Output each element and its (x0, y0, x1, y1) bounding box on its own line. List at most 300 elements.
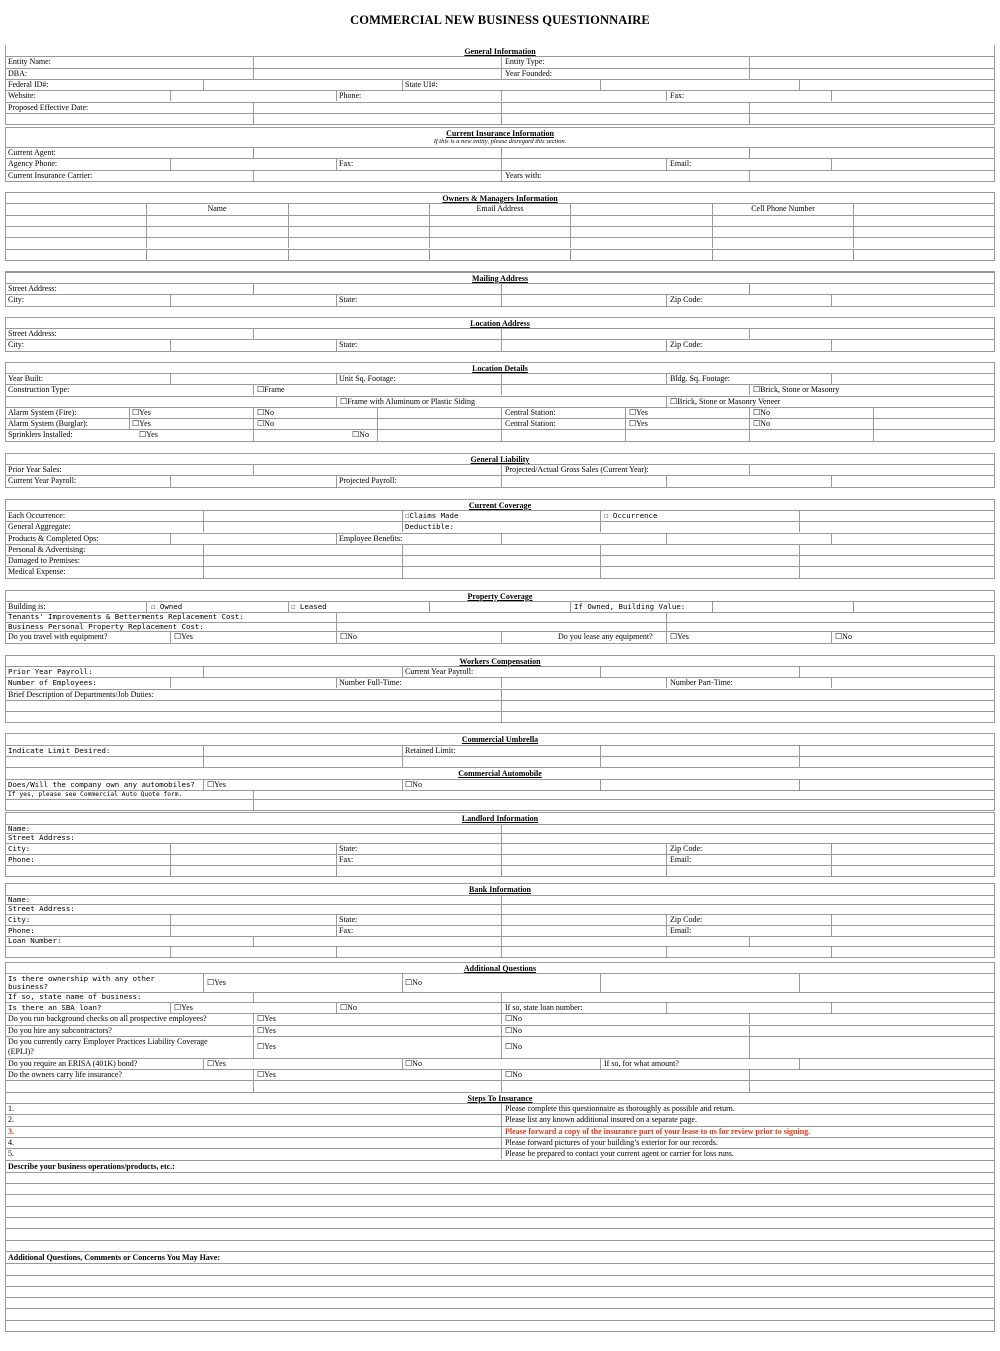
grid-line (501, 854, 502, 865)
owner-email-input[interactable] (430, 238, 569, 247)
grid-line (666, 843, 667, 854)
checkbox-option[interactable] (132, 418, 151, 429)
grid-line (501, 1114, 502, 1125)
field-label: Do you hire any subcontractors? (8, 1025, 112, 1035)
grid-line (501, 102, 502, 113)
field-label: If Owned, Building Value: (574, 602, 686, 611)
field-label: City: (8, 295, 25, 305)
year-founded-input[interactable] (750, 69, 994, 78)
checkbox-option[interactable] (291, 601, 327, 612)
zip-input[interactable] (832, 340, 994, 349)
grid-line (799, 779, 800, 790)
checkbox-icon[interactable]: ☐ (670, 632, 678, 642)
grid-line (501, 1013, 502, 1024)
field-label: State UI#: (405, 79, 438, 89)
owner-email-input[interactable] (430, 250, 569, 259)
grid-line (5, 810, 995, 811)
grid-line (994, 733, 995, 767)
grid-line (831, 843, 832, 854)
describe-line-input[interactable] (6, 1241, 994, 1250)
grid-line (501, 689, 502, 700)
checkbox-icon[interactable]: ☐ (174, 1002, 182, 1012)
checkbox-icon[interactable]: ☐ (132, 419, 140, 429)
grid-line (5, 373, 995, 374)
field-label: Phone: (339, 91, 362, 101)
grid-line (288, 249, 289, 260)
checkbox-option[interactable] (257, 1041, 276, 1052)
years-with-input[interactable] (750, 171, 994, 180)
owner-phone-input[interactable] (713, 238, 852, 247)
checkbox-icon[interactable]: ☐ (257, 385, 265, 395)
grid-line (5, 799, 995, 800)
describe-line-input[interactable] (6, 1207, 994, 1216)
owner-email-input[interactable] (430, 216, 569, 225)
grid-line (749, 407, 750, 418)
checkbox-option[interactable] (207, 779, 226, 790)
owner-email-input[interactable] (430, 227, 569, 236)
checkbox-option[interactable] (753, 407, 770, 418)
checkbox-option[interactable] (340, 1002, 357, 1013)
checkbox-icon[interactable]: ☐ (505, 1041, 513, 1051)
grid-line (600, 510, 601, 521)
checkbox-icon[interactable]: ☐ (405, 1058, 413, 1068)
street-input[interactable] (254, 329, 500, 338)
comments-line-input[interactable] (6, 1264, 994, 1273)
grid-line (5, 384, 995, 385)
owner-name-input[interactable] (6, 238, 145, 247)
entity-name-input[interactable] (254, 57, 500, 66)
grid-line (5, 1103, 995, 1104)
column-header-cell-phone: Cell Phone Number (751, 204, 815, 214)
grid-line (5, 521, 995, 522)
grid-line (666, 925, 667, 936)
grid-line (5, 272, 6, 306)
grid-line (5, 1092, 6, 1331)
checkbox-option[interactable] (405, 779, 422, 790)
field-label: Fax: (670, 91, 685, 101)
checkbox-icon[interactable]: ☐ (604, 510, 609, 520)
grid-line (5, 147, 995, 148)
grid-line (501, 677, 502, 688)
checkbox-option[interactable] (257, 1013, 276, 1024)
grid-line (799, 79, 800, 90)
grid-line (288, 226, 289, 237)
checkbox-icon[interactable]: ☐ (257, 419, 265, 429)
grid-line (5, 328, 995, 329)
field-label: Email: (670, 926, 692, 935)
checkbox-option[interactable] (139, 429, 158, 440)
grid-line (288, 215, 289, 226)
checkbox-option[interactable] (132, 407, 151, 418)
grid-line (203, 555, 204, 566)
checkbox-option[interactable] (257, 1069, 276, 1080)
grid-line (625, 407, 626, 418)
grid-line (253, 936, 254, 946)
describe-line-input[interactable] (6, 1195, 994, 1204)
grid-line (5, 883, 6, 957)
grid-line (402, 973, 403, 992)
grid-line (253, 429, 254, 440)
field-label: Construction Type: (8, 385, 70, 395)
checkbox-icon[interactable]: ☐ (257, 1041, 265, 1051)
describe-line-input[interactable] (6, 1184, 994, 1193)
checkbox-icon[interactable]: ☐ (505, 1014, 513, 1024)
checkbox-label: Claims Made (409, 510, 459, 520)
agency-fax-input[interactable] (502, 159, 665, 168)
checkbox-option[interactable] (505, 1069, 522, 1080)
state-input[interactable] (502, 340, 665, 349)
grid-line (203, 779, 204, 790)
field-label: Unit Sq. Footage: (339, 373, 396, 383)
checkbox-icon[interactable]: ☐ (629, 419, 637, 429)
checkbox-option[interactable] (670, 396, 780, 407)
grid-line (666, 854, 667, 865)
grid-line (5, 510, 995, 511)
grid-line (625, 418, 626, 429)
section-heading: Owners & Managers Information (442, 194, 558, 203)
checkbox-icon[interactable]: ☐ (670, 396, 678, 406)
agency-email-input[interactable] (832, 159, 994, 168)
grid-line (5, 833, 995, 834)
grid-line (170, 843, 171, 854)
section-heading: Landlord Information (461, 814, 539, 824)
describe-line-input[interactable] (6, 1229, 994, 1238)
comments-line-input[interactable] (6, 1298, 994, 1307)
checkbox-icon[interactable]: ☐ (207, 1058, 215, 1068)
checkbox-option[interactable] (174, 1002, 193, 1013)
grid-line (336, 339, 337, 350)
grid-line (501, 475, 502, 486)
entity-type-input[interactable] (750, 57, 994, 66)
grid-line (402, 1058, 403, 1069)
owner-name-input[interactable] (6, 227, 145, 236)
city-input[interactable] (171, 295, 335, 304)
field-label: Zip Code: (670, 914, 703, 924)
street-input[interactable] (254, 284, 500, 293)
owner-phone-input[interactable] (713, 250, 852, 259)
carrier-input[interactable] (254, 171, 500, 180)
grid-line (5, 181, 995, 182)
checkbox-icon[interactable]: ☐ (139, 430, 147, 440)
checkbox-icon[interactable]: ☐ (753, 385, 761, 395)
checkbox-icon[interactable]: ☐ (291, 602, 296, 611)
grid-line (146, 215, 147, 226)
grid-line (5, 925, 995, 926)
current-agent-input[interactable] (502, 148, 748, 157)
checkbox-label: Yes (264, 1025, 276, 1035)
grid-line (5, 756, 995, 757)
grid-line (336, 854, 337, 865)
grid-line (749, 418, 750, 429)
field-label: Agency Phone: (8, 159, 58, 169)
checkbox-option[interactable] (174, 631, 193, 642)
state-input[interactable] (502, 295, 665, 304)
grid-line (749, 102, 750, 113)
checkbox-option[interactable] (505, 1013, 522, 1024)
grid-line (5, 499, 6, 578)
checkbox-icon[interactable]: ☐ (505, 1025, 513, 1035)
checkbox-option[interactable] (604, 510, 657, 521)
checkbox-option[interactable] (405, 510, 458, 521)
phone-input[interactable] (502, 91, 665, 100)
grid-line (5, 555, 995, 556)
checkbox-icon[interactable]: ☐ (505, 1070, 513, 1080)
grid-line (5, 700, 995, 701)
grid-line (749, 464, 750, 475)
checkbox-label: Brick, Stone or Masonry (760, 385, 840, 395)
checkbox-option[interactable] (340, 631, 357, 642)
grid-line (501, 170, 502, 181)
grid-line (336, 914, 337, 925)
field-label: Projected/Actual Gross Sales (Current Year): (505, 465, 649, 474)
field-label: business? (8, 982, 49, 992)
grid-line (5, 453, 6, 487)
owner-phone-input[interactable] (713, 216, 852, 225)
grid-line (5, 936, 995, 937)
section-heading: General Liability (470, 454, 530, 464)
grid-line (994, 655, 995, 723)
checkbox-label: No (347, 632, 357, 642)
grid-line (501, 824, 502, 834)
grid-line (994, 767, 995, 810)
grid-line (377, 429, 378, 440)
comments-line-input[interactable] (6, 1276, 994, 1285)
grid-line (994, 812, 995, 876)
grid-line (336, 533, 337, 544)
grid-line (5, 441, 995, 442)
grid-line (666, 914, 667, 925)
section-heading: Workers Compensation (459, 656, 541, 666)
grid-line (5, 643, 995, 644)
checkbox-icon[interactable]: ☐ (753, 407, 761, 417)
step-text: Please forward a copy of the insurance part of your lease to us for review prior to signing. (505, 1126, 811, 1136)
dba-input[interactable] (254, 69, 500, 78)
grid-line (501, 1069, 502, 1080)
grid-line (666, 339, 667, 350)
describe-line-input[interactable] (6, 1173, 994, 1182)
owner-name-input[interactable] (6, 250, 145, 259)
field-label: If so, state name of business: (8, 992, 142, 1002)
checkbox-icon[interactable]: ☐ (207, 779, 215, 789)
grid-line (5, 464, 995, 465)
owner-name-input[interactable] (6, 216, 145, 225)
grid-line (5, 1058, 995, 1059)
grid-line (873, 429, 874, 440)
comments-line-input[interactable] (6, 1309, 994, 1318)
field-label: Fax: (339, 159, 354, 169)
checkbox-label: No (264, 407, 274, 417)
fax-input[interactable] (832, 91, 994, 100)
checkbox-option[interactable] (405, 1058, 422, 1069)
field-label: DBA: (8, 68, 28, 78)
checkbox-option[interactable] (835, 631, 852, 642)
grid-line (5, 711, 995, 712)
grid-line (501, 429, 502, 440)
owner-phone-input[interactable] (713, 227, 852, 236)
field-label: Do you require an ERISA (401K) bond? (8, 1058, 138, 1068)
grid-line (5, 113, 995, 114)
grid-line (666, 677, 667, 688)
grid-line (203, 745, 204, 756)
zip-input[interactable] (832, 295, 994, 304)
checkbox-option[interactable] (257, 418, 274, 429)
grid-line (831, 677, 832, 688)
grid-line (5, 351, 995, 352)
grid-line (5, 1114, 995, 1115)
grid-line (570, 226, 571, 237)
checkbox-icon[interactable]: ☐ (405, 978, 413, 988)
grid-line (501, 1080, 502, 1091)
field-label: Zip Code: (670, 295, 703, 305)
grid-line (994, 962, 995, 1092)
grid-line (501, 1002, 502, 1013)
grid-line (170, 373, 171, 384)
section-heading: General Information (464, 47, 536, 56)
grid-line (336, 865, 337, 876)
grid-line (253, 1036, 254, 1058)
grid-line (203, 1058, 204, 1069)
grid-line (749, 429, 750, 440)
grid-line (501, 865, 502, 876)
comments-label: Additional Questions, Comments or Concerns You May Have: (8, 1252, 221, 1262)
grid-line (600, 555, 601, 566)
grid-line (402, 555, 403, 566)
checkbox-icon[interactable]: ☐ (174, 632, 182, 642)
grid-line (170, 475, 171, 486)
checkbox-icon[interactable]: ☐ (340, 1002, 348, 1012)
checkbox-option[interactable] (505, 1041, 522, 1052)
grid-line (5, 865, 995, 866)
checkbox-option[interactable] (257, 384, 285, 395)
grid-line (831, 865, 832, 876)
checkbox-option[interactable] (753, 418, 770, 429)
checkbox-icon[interactable]: ☐ (835, 632, 843, 642)
grid-line (570, 249, 571, 260)
field-label: Alarm System (Fire): (8, 407, 77, 417)
grid-line (5, 957, 995, 958)
checkbox-icon[interactable]: ☐ (405, 779, 413, 789)
checkbox-option[interactable] (207, 1058, 226, 1069)
grid-line (570, 237, 571, 248)
grid-line (600, 973, 601, 992)
grid-line (501, 700, 502, 711)
checkbox-icon[interactable]: ☐ (340, 632, 348, 642)
federal-id-input[interactable] (204, 80, 401, 89)
grid-line (5, 733, 6, 767)
checkbox-icon[interactable]: ☐ (257, 1025, 265, 1035)
grid-line (600, 566, 601, 577)
grid-line (501, 631, 502, 642)
field-label: Entity Type: (505, 57, 545, 67)
checkbox-option[interactable] (405, 977, 422, 988)
grid-line (625, 429, 626, 440)
checkbox-icon[interactable]: ☐ (340, 396, 348, 406)
section-heading: Property Coverage (467, 591, 533, 601)
field-label: If yes, please see Commercial Auto Quote form. (8, 790, 183, 798)
checkbox-icon[interactable]: ☐ (753, 419, 761, 429)
website-input[interactable] (171, 91, 335, 100)
field-label: If so, state loan number: (505, 1002, 583, 1012)
checkbox-icon[interactable]: ☐ (257, 1014, 265, 1024)
field-label: Do you currently carry Employer Practices Liability Coverage (8, 1036, 208, 1046)
field-label: Fax: (339, 926, 354, 935)
checkbox-option[interactable] (753, 384, 839, 395)
grid-line (994, 453, 995, 487)
agency-phone-input[interactable] (171, 159, 335, 168)
state-ui-input[interactable] (601, 80, 798, 89)
checkbox-label: Yes (677, 632, 689, 642)
checkbox-option[interactable] (505, 1025, 522, 1036)
grid-line (799, 973, 800, 992)
checkbox-icon[interactable]: ☐ (629, 407, 637, 417)
field-label: Personal & Advertising: (8, 544, 86, 554)
checkbox-option[interactable] (340, 396, 475, 407)
checkbox-label: No (512, 1070, 522, 1080)
grid-line (336, 396, 337, 407)
questionnaire-form (5, 45, 995, 1331)
field-label: Name: (8, 823, 31, 833)
checkbox-icon[interactable]: ☐ (151, 602, 156, 611)
checkbox-icon[interactable]: ☐ (207, 978, 215, 988)
checkbox-label: No (359, 430, 369, 440)
describe-line-input[interactable] (6, 1218, 994, 1227)
checkbox-option[interactable] (207, 977, 226, 988)
field-label: Products & Completed Ops: (8, 533, 99, 543)
checkbox-icon[interactable]: ☐ (352, 430, 360, 440)
grid-line (831, 475, 832, 486)
grid-line (853, 226, 854, 237)
checkbox-icon[interactable]: ☐ (257, 1070, 265, 1080)
checkbox-option[interactable] (629, 407, 648, 418)
grid-line (336, 612, 337, 622)
grid-line (288, 601, 289, 612)
grid-line (799, 666, 800, 677)
comments-line-input[interactable] (6, 1287, 994, 1296)
grid-line (253, 384, 254, 395)
field-label: Do you run background checks on all prospective employees? (8, 1014, 207, 1024)
checkbox-icon[interactable]: ☐ (405, 510, 410, 520)
grid-line (146, 226, 147, 237)
grid-line (5, 992, 995, 993)
grid-line (501, 1025, 502, 1036)
comments-line-input[interactable] (6, 1321, 994, 1330)
section-heading: Bank Information (468, 885, 531, 895)
grid-line (831, 925, 832, 936)
checkbox-option[interactable] (670, 631, 689, 642)
field-label: Employee Benefits: (339, 533, 403, 543)
checkbox-option[interactable] (257, 1025, 276, 1036)
field-label: Central Station: (505, 407, 556, 417)
grid-line (5, 1002, 995, 1003)
field-label: Prior Year Sales: (8, 465, 62, 474)
checkbox-label: Leased (295, 602, 327, 611)
grid-line (5, 45, 6, 124)
checkbox-icon[interactable]: ☐ (257, 407, 265, 417)
checkbox-icon[interactable]: ☐ (132, 407, 140, 417)
checkbox-option[interactable] (629, 418, 648, 429)
checkbox-option[interactable] (352, 429, 369, 440)
field-label: (EPLI)? (8, 1046, 34, 1056)
field-label: Projected Payroll: (339, 476, 397, 486)
section-heading: Additional Questions (463, 964, 537, 974)
checkbox-option[interactable] (257, 407, 274, 418)
step-number: 3. (8, 1126, 14, 1136)
grid-line (336, 631, 337, 642)
grid-line (5, 317, 6, 351)
effective-date-input[interactable] (254, 103, 500, 112)
city-input[interactable] (171, 340, 335, 349)
grid-line (749, 147, 750, 158)
